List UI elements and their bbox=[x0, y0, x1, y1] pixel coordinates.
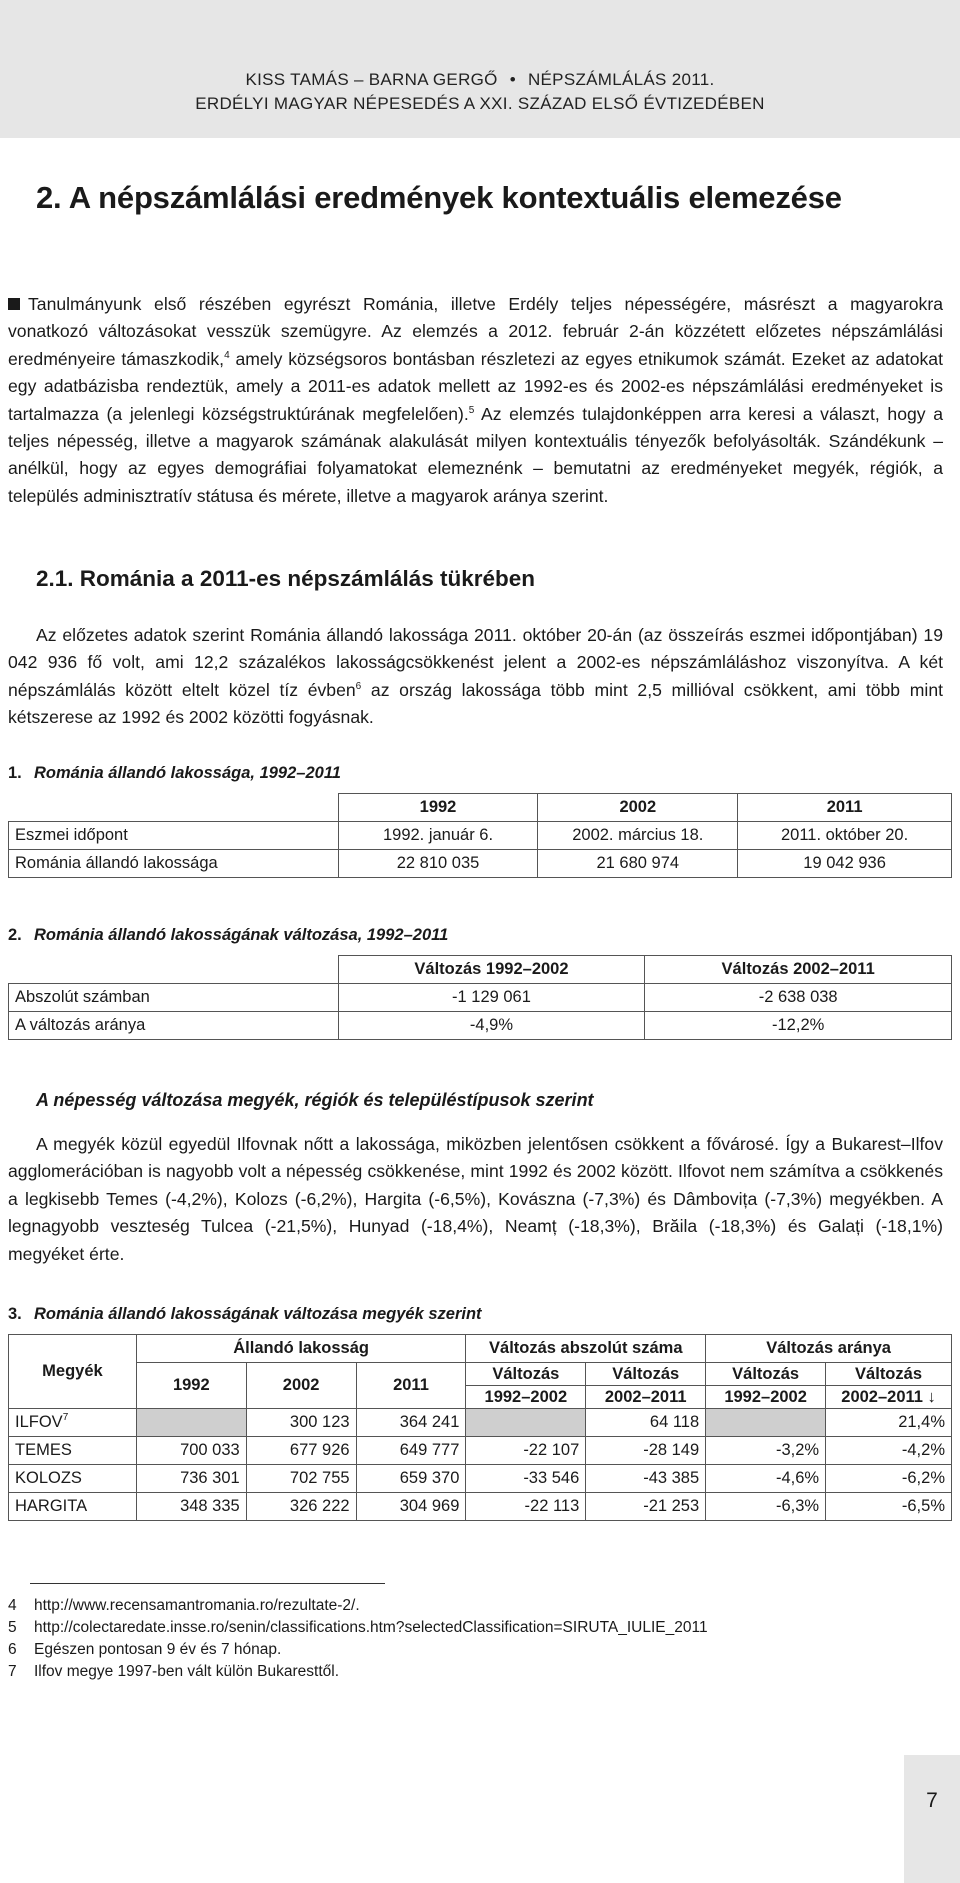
table-cell: -28 149 bbox=[586, 1437, 706, 1465]
row-label: Abszolút számban bbox=[9, 984, 339, 1012]
group-header: Változás abszolút száma bbox=[466, 1335, 706, 1363]
table-row bbox=[9, 1465, 952, 1493]
table1-title: Románia állandó lakossága, 1992–2011 bbox=[34, 764, 341, 782]
intro-text-3: Az elemzés tulajdonképpen arra keresi a választ, hogy a teljes népesség, illetve a magyarok számának alakulását milyen kontextuális tényezők befolyásolták. Szándékunk – anélkül, hogy az egyes demográfiai folyamatokat elemeznénk – bemutatni az eredményeket megyék, régiók, a település adminisztratív státusa és mérete, illetve a magyarok aránya szerint. bbox=[8, 403, 943, 506]
table-cell: 677 926 bbox=[246, 1437, 356, 1465]
table-cell: 348 335 bbox=[136, 1493, 246, 1521]
change-header-line1: Változás bbox=[706, 1363, 826, 1386]
footnote-ref-4[interactable]: 4 bbox=[224, 349, 230, 361]
intro-text-1: Tanulmányunk első részében egyrészt Románia, illetve Erdély teljes népességére, másrészt a magyarokra vonatkozó változásokat vesszük szemügyre. Az elemzés a 2012. február 2-án közzétett előzetes népszámlálási eredményeire támaszkodik, bbox=[8, 294, 943, 369]
table-cell: 19 042 936 bbox=[738, 850, 952, 878]
table-corner-cell bbox=[9, 956, 339, 984]
sort-arrow-icon[interactable]: ↓ bbox=[927, 1387, 936, 1406]
table-cell: 2002. március 18. bbox=[538, 822, 738, 850]
period-header: 2002–2011 bbox=[586, 1386, 706, 1409]
table-cell: 702 755 bbox=[246, 1465, 356, 1493]
table-row bbox=[9, 850, 952, 878]
table2 bbox=[8, 955, 952, 1040]
table-cell: 364 241 bbox=[356, 1409, 466, 1437]
section-title: 2.1. Románia a 2011-es népszámlálás tükrében bbox=[36, 566, 535, 591]
county-name: HARGITA bbox=[9, 1493, 137, 1521]
intro-text-2: amely községsoros bontásban részletezi az egyes etnikumok számát. Ezeket az adatokat egy adatbázisba rendeztük, amely a 2011-es adatok mellett az 1992-es és 2002-es népszámlálási eredményeket is tartalmazza (a jelenlegi községstruktúrának megfelelően). bbox=[8, 348, 943, 424]
table-cell: 21,4% bbox=[826, 1409, 952, 1437]
table-cell: 22 810 035 bbox=[338, 850, 538, 878]
square-bullet-icon bbox=[8, 298, 20, 310]
table-cell: -4,2% bbox=[826, 1437, 952, 1465]
table-cell: 700 033 bbox=[136, 1437, 246, 1465]
year-header: 2011 bbox=[356, 1363, 466, 1409]
section-text-1: Az előzetes adatok szerint Románia állandó lakossága 2011. október 20-án (az összeírás eszmei időpontjában) 19 042 936 fő volt, ami 12,2 százalékos lakosságcsökkenést jelent a 2002-es népszámláláshoz viszonyítva. A két népszámlálás között eltelt közel tíz évben bbox=[8, 625, 943, 700]
table-cell: -22 107 bbox=[466, 1437, 586, 1465]
period-label: 2002–2011 bbox=[841, 1387, 923, 1406]
running-header bbox=[0, 0, 960, 138]
county-name: KOLOZS bbox=[9, 1465, 137, 1493]
table-cell: 300 123 bbox=[246, 1409, 356, 1437]
table-cell: -43 385 bbox=[586, 1465, 706, 1493]
table3-number: 3. bbox=[8, 1305, 22, 1323]
table-cell: 21 680 974 bbox=[538, 850, 738, 878]
table-cell: -6,5% bbox=[826, 1493, 952, 1521]
table-header-row bbox=[9, 1363, 952, 1386]
table-cell: 1992. január 6. bbox=[338, 822, 538, 850]
table-cell: 736 301 bbox=[136, 1465, 246, 1493]
table-column-header: Változás 2002–2011 bbox=[645, 956, 952, 984]
table-cell: 64 118 bbox=[586, 1409, 706, 1437]
county-name: TEMES bbox=[9, 1437, 137, 1465]
footnote-number: 7 bbox=[8, 1663, 17, 1680]
table-cell: -3,2% bbox=[706, 1437, 826, 1465]
table-column-header: 2002 bbox=[538, 794, 738, 822]
footnote-text: Egészen pontosan 9 év és 7 hónap. bbox=[34, 1641, 282, 1658]
table-row bbox=[9, 1012, 952, 1040]
table2-title: Románia állandó lakosságának változása, 1992–2011 bbox=[34, 926, 449, 944]
row-label: A változás aránya bbox=[9, 1012, 339, 1040]
change-header-line1: Változás bbox=[826, 1363, 952, 1386]
table-cell: -6,2% bbox=[826, 1465, 952, 1493]
table-cell: -4,9% bbox=[338, 1012, 645, 1040]
header-authors: KISS TAMÁS – BARNA GERGŐ bbox=[245, 70, 498, 89]
footnote-ref-6[interactable]: 6 bbox=[355, 680, 362, 692]
section-paragraph bbox=[8, 622, 943, 732]
counties-paragraph bbox=[8, 1131, 943, 1268]
footnote-divider bbox=[30, 1583, 385, 1584]
table-cell: 649 777 bbox=[356, 1437, 466, 1465]
table-cell: 2011. október 20. bbox=[738, 822, 952, 850]
footnote bbox=[8, 1661, 708, 1683]
table-cell: -12,2% bbox=[645, 1012, 952, 1040]
table-cell: -2 638 038 bbox=[645, 984, 952, 1012]
page-number: 7 bbox=[926, 1789, 938, 1812]
footnote-ref-5[interactable]: 5 bbox=[468, 404, 475, 416]
table2-caption bbox=[8, 926, 448, 945]
table-cell bbox=[136, 1409, 246, 1437]
group-header: Változás aránya bbox=[706, 1335, 952, 1363]
footnote-text: Ilfov megye 1997-ben vált külön Bukaresttől. bbox=[34, 1663, 340, 1680]
footnotes bbox=[8, 1595, 708, 1683]
footnote-link[interactable]: http://colectaredate.insse.ro/senin/classifications.htm?selectedClassification=SIRUTA_IULIE_2011 bbox=[34, 1619, 708, 1636]
table1 bbox=[8, 793, 952, 878]
table2-number: 2. bbox=[8, 926, 22, 944]
table1-caption bbox=[8, 764, 341, 783]
table-column-header: 1992 bbox=[338, 794, 538, 822]
header-book-title: NÉPSZÁMLÁLÁS 2011. bbox=[527, 70, 715, 89]
year-header: 2002 bbox=[246, 1363, 356, 1409]
table-row bbox=[9, 1493, 952, 1521]
table-column-header: Változás 1992–2002 bbox=[338, 956, 645, 984]
table-header-row bbox=[9, 956, 952, 984]
row-header: Megyék bbox=[9, 1335, 137, 1409]
change-header-line1: Változás bbox=[586, 1363, 706, 1386]
table-row bbox=[9, 822, 952, 850]
footnote bbox=[8, 1617, 708, 1639]
footnote-number: 5 bbox=[8, 1619, 17, 1636]
year-header: 1992 bbox=[136, 1363, 246, 1409]
header-separator: • bbox=[509, 70, 516, 89]
table-cell: -33 546 bbox=[466, 1465, 586, 1493]
chapter-title: 2. A népszámlálási eredmények kontextuális elemezése bbox=[36, 180, 842, 215]
table-cell: -1 129 061 bbox=[338, 984, 645, 1012]
table-header-row bbox=[9, 1335, 952, 1363]
footnote-link[interactable]: http://www.recensamantromania.ro/rezultate-2/. bbox=[34, 1597, 360, 1614]
table-column-header: 2011 bbox=[738, 794, 952, 822]
footnote-number: 4 bbox=[8, 1597, 17, 1614]
section-text-2: az ország lakossága több mint 2,5 millióval csökkent, ami több mint kétszerese az 1992 és 2002 közötti fogyásnak. bbox=[8, 679, 943, 728]
county-cell bbox=[9, 1409, 137, 1437]
table-row bbox=[9, 1437, 952, 1465]
table1-number: 1. bbox=[8, 764, 22, 782]
table-cell: -6,3% bbox=[706, 1493, 826, 1521]
table-row bbox=[9, 1409, 952, 1437]
row-label: Eszmei időpont bbox=[9, 822, 339, 850]
footnote-number: 6 bbox=[8, 1641, 17, 1658]
table-cell: -21 253 bbox=[586, 1493, 706, 1521]
table-row bbox=[9, 984, 952, 1012]
table-cell bbox=[466, 1409, 586, 1437]
table-cell: -4,6% bbox=[706, 1465, 826, 1493]
period-header: 1992–2002 bbox=[706, 1386, 826, 1409]
change-header-line1: Változás bbox=[466, 1363, 586, 1386]
counties-text: A megyék közül egyedül Ilfovnak nőtt a lakossága, miközben jelentősen csökkent a fővárosé. Így a Bukarest–Ilfov agglomerációban is nagyobb volt a népesség csökkenése, mint 1992 és 2002 között. Ilfovot nem számítva a csökkenés a legkisebb Temes (-4,2%), Kolozs (-6,2%), Hargita (-6,5%), Kovászna (-7,3%) és Dâmbovița (-7,3%) megyékben. A legnagyobb veszteség Tulcea (-21,5%), Hunyad (-18,4%), Neamț (-18,3%), Brăila (-18,3%) és Galați (-18,1%) megyéket érte. bbox=[8, 1134, 943, 1264]
header-subtitle: ERDÉLYI MAGYAR NÉPESEDÉS A XXI. SZÁZAD ELSŐ ÉVTIZEDÉBEN bbox=[195, 94, 765, 113]
header-line-1 bbox=[0, 70, 960, 90]
table-cell: -22 113 bbox=[466, 1493, 586, 1521]
sorted-period-header[interactable] bbox=[826, 1386, 952, 1409]
table-header-row bbox=[9, 794, 952, 822]
row-label: Románia állandó lakossága bbox=[9, 850, 339, 878]
table-cell: 659 370 bbox=[356, 1465, 466, 1493]
table-corner-cell bbox=[9, 794, 339, 822]
table-cell: 326 222 bbox=[246, 1493, 356, 1521]
table-cell: 304 969 bbox=[356, 1493, 466, 1521]
footnote bbox=[8, 1639, 708, 1661]
subheading: A népesség változása megyék, régiók és településtípusok szerint bbox=[36, 1090, 594, 1110]
table3 bbox=[8, 1334, 952, 1521]
footnote-ref-7[interactable]: 7 bbox=[62, 1412, 69, 1423]
table3-title: Románia állandó lakosságának változása megyék szerint bbox=[34, 1305, 482, 1323]
table-cell bbox=[706, 1409, 826, 1437]
intro-paragraph bbox=[8, 291, 943, 510]
period-header: 1992–2002 bbox=[466, 1386, 586, 1409]
group-header: Állandó lakosság bbox=[136, 1335, 466, 1363]
county-name: ILFOV bbox=[15, 1413, 63, 1431]
page-number-tab bbox=[904, 1755, 960, 1883]
table3-caption bbox=[8, 1305, 482, 1324]
footnote bbox=[8, 1595, 708, 1617]
